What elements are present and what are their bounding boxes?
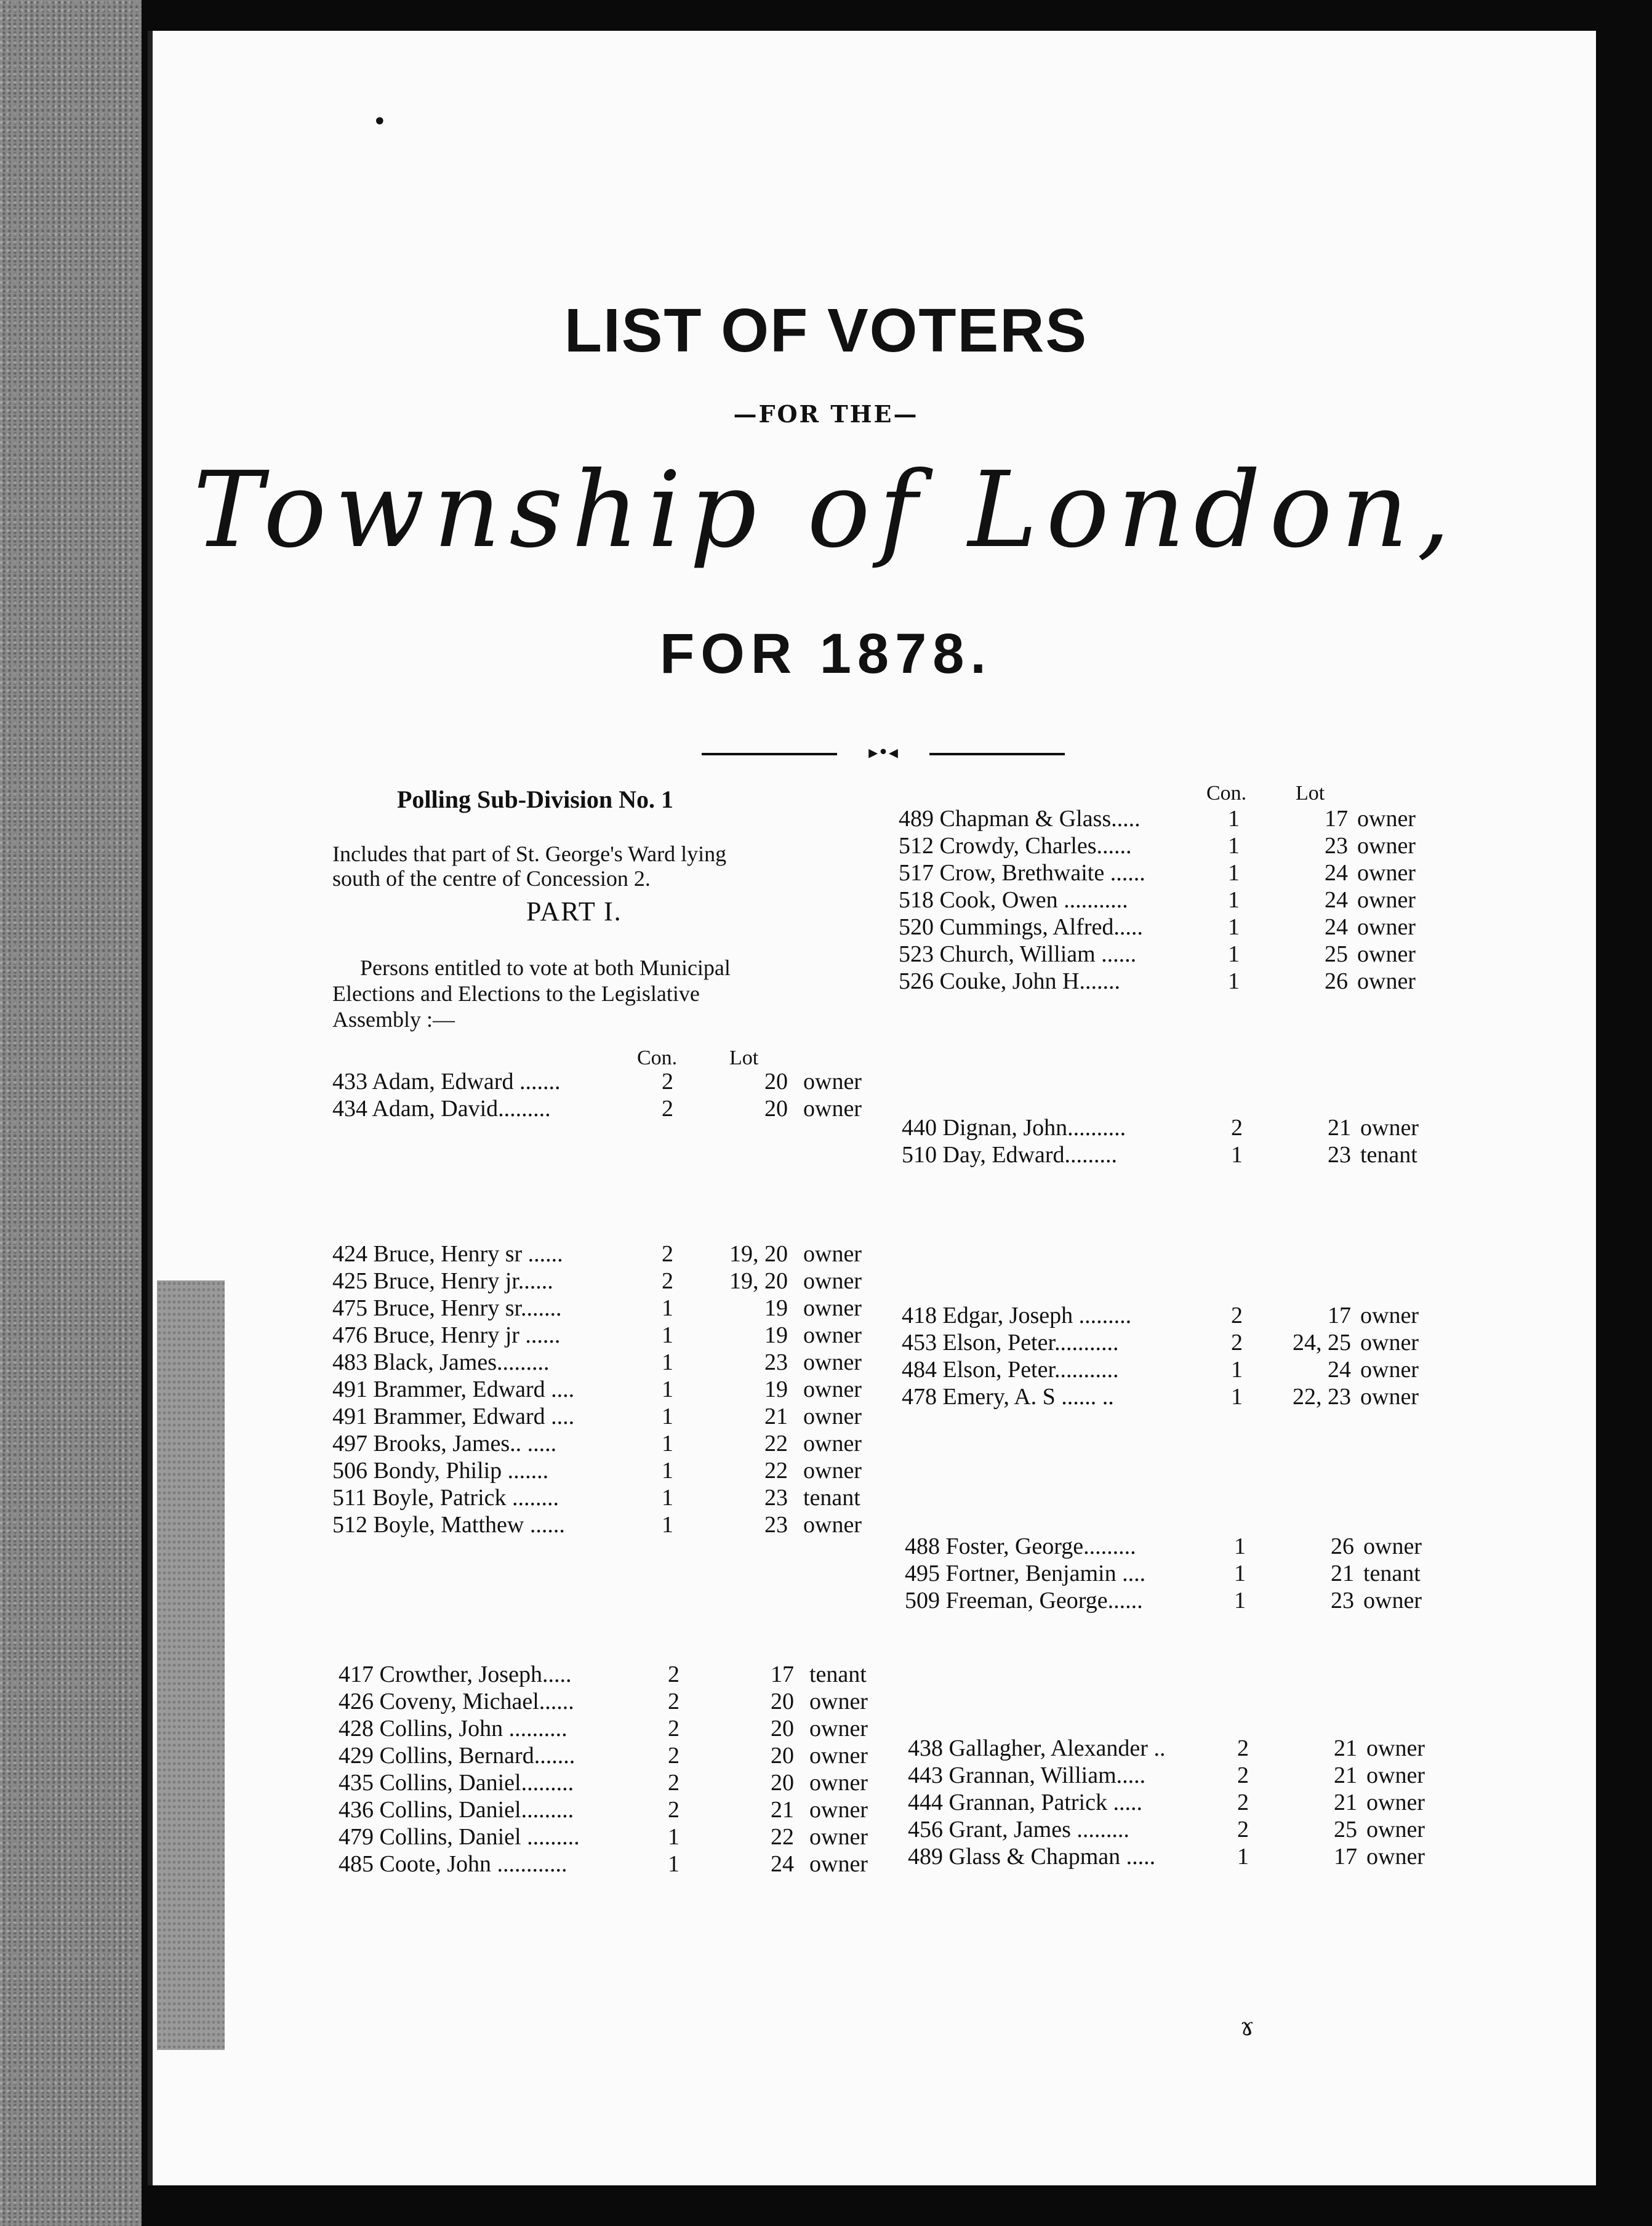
voter-lot: 24 (1325, 887, 1348, 913)
voter-row (905, 1533, 1459, 1560)
voter-row (339, 1742, 892, 1769)
left-group (339, 1661, 892, 1878)
voter-status: owner (1366, 1844, 1425, 1870)
voter-lot: 21 (1334, 1790, 1357, 1815)
voter-concession: 1 (662, 1376, 673, 1402)
voter-row (332, 1376, 886, 1403)
voter-row (905, 1560, 1459, 1587)
voter-row (332, 1268, 886, 1295)
voter-lot: 20 (771, 1770, 794, 1796)
voter-name: 436 Collins, Daniel......... (339, 1797, 574, 1823)
voter-status: owner (1357, 968, 1416, 994)
voter-row (899, 859, 1453, 886)
voter-name: 485 Coote, John ............ (339, 1851, 567, 1877)
voter-name: 509 Freeman, George...... (905, 1588, 1143, 1613)
voter-lot: 19, 20 (729, 1268, 788, 1294)
left-lot-header: Lot (729, 1047, 759, 1069)
voter-concession: 1 (662, 1349, 673, 1375)
voter-status: owner (1366, 1817, 1425, 1842)
ornament-icon: ▸•◂ (868, 742, 898, 763)
voter-status: owner (1360, 1330, 1419, 1356)
voter-status: owner (803, 1241, 862, 1267)
voter-row (332, 1511, 886, 1538)
voter-name: 443 Grannan, William..... (908, 1762, 1146, 1788)
page-mark: • (372, 108, 387, 136)
voter-name: 483 Black, James......... (332, 1349, 550, 1375)
voter-name: 429 Collins, Bernard....... (339, 1743, 575, 1769)
voter-concession: 2 (1231, 1115, 1243, 1141)
voter-lot: 21 (1328, 1115, 1351, 1141)
voter-concession: 1 (1231, 1357, 1243, 1383)
voter-status: owner (803, 1431, 862, 1457)
voter-row (332, 1095, 886, 1122)
voter-row (899, 968, 1453, 995)
section-heading: Polling Sub-Division No. 1 (397, 786, 674, 813)
voter-concession: 1 (1228, 833, 1240, 859)
voter-row (902, 1141, 1456, 1168)
voter-lot: 19 (764, 1376, 788, 1402)
voter-name: 511 Boyle, Patrick ........ (332, 1485, 559, 1511)
voter-lot: 24 (1325, 860, 1348, 886)
voter-row (332, 1068, 886, 1095)
voter-row (332, 1430, 886, 1457)
voter-lot: 25 (1325, 941, 1348, 967)
voter-concession: 2 (668, 1743, 680, 1769)
voter-lot: 23 (1325, 833, 1348, 859)
includes-line-1: Includes that part of St. George's Ward lying (332, 842, 727, 866)
voter-status: owner (803, 1404, 862, 1429)
page-mark: ɤ (1240, 2013, 1254, 2041)
voter-name: 510 Day, Edward......... (902, 1142, 1118, 1168)
voter-status: owner (1366, 1790, 1425, 1815)
voter-concession: 1 (1237, 1844, 1249, 1870)
voter-name: 475 Bruce, Henry sr....... (332, 1295, 562, 1321)
voter-row (332, 1457, 886, 1484)
right-group (899, 805, 1453, 995)
voter-status: owner (809, 1689, 868, 1714)
voter-status: owner (1360, 1115, 1419, 1141)
voter-concession: 2 (662, 1241, 673, 1267)
voter-lot: 19 (764, 1322, 788, 1348)
voter-concession: 1 (662, 1322, 673, 1348)
voter-concession: 1 (662, 1431, 673, 1457)
voter-row (332, 1240, 886, 1268)
voter-name: 512 Boyle, Matthew ...... (332, 1512, 565, 1538)
voter-row (905, 1587, 1459, 1614)
voter-status: owner (1366, 1735, 1425, 1761)
voter-lot: 24 (1328, 1357, 1351, 1383)
voter-status: owner (1363, 1588, 1422, 1613)
voter-lot: 24 (1325, 914, 1348, 940)
voter-lot: 20 (771, 1743, 794, 1769)
left-group (332, 1068, 886, 1122)
voter-row (899, 941, 1453, 968)
voter-row (332, 1403, 886, 1430)
voter-lot: 22 (771, 1824, 794, 1850)
page-title: LIST OF VOTERS (564, 296, 1088, 365)
left-con-header: Con. (637, 1047, 678, 1069)
torn-edge (157, 1280, 225, 2050)
voter-lot: 17 (771, 1661, 794, 1687)
voter-concession: 2 (668, 1797, 680, 1823)
voter-name: 484 Elson, Peter........... (902, 1357, 1119, 1383)
voter-row (339, 1823, 892, 1850)
voter-name: 456 Grant, James ......... (908, 1817, 1129, 1842)
right-group (908, 1735, 1462, 1870)
voter-status: owner (1363, 1533, 1422, 1559)
voter-lot: 23 (1331, 1588, 1354, 1613)
voter-concession: 2 (1237, 1735, 1249, 1761)
voter-lot: 24, 25 (1293, 1330, 1351, 1356)
voter-status: tenant (1360, 1142, 1417, 1168)
voter-row (899, 914, 1453, 941)
voter-name: 517 Crow, Brethwaite ...... (899, 860, 1145, 886)
voter-lot: 21 (1334, 1735, 1357, 1761)
voter-name: 489 Chapman & Glass..... (899, 806, 1141, 832)
voter-concession: 2 (1237, 1790, 1249, 1815)
voter-row (332, 1322, 886, 1349)
voter-name: 497 Brooks, James.. ..... (332, 1431, 557, 1457)
voter-concession: 1 (662, 1485, 673, 1511)
voter-status: owner (803, 1376, 862, 1402)
voter-lot: 21 (1331, 1561, 1354, 1586)
voter-name: 523 Church, William ...... (899, 941, 1137, 967)
voter-lot: 26 (1325, 968, 1348, 994)
voter-name: 440 Dignan, John.......... (902, 1115, 1126, 1141)
voter-name: 520 Cummings, Alfred..... (899, 914, 1143, 940)
voter-name: 424 Bruce, Henry sr ...... (332, 1241, 563, 1267)
voter-row (339, 1661, 892, 1688)
voter-concession: 2 (668, 1716, 680, 1742)
voter-name: 438 Gallagher, Alexander .. (908, 1735, 1166, 1761)
voter-row (908, 1843, 1462, 1870)
part-heading: PART I. (526, 896, 622, 926)
voter-status: owner (1357, 941, 1416, 967)
voter-lot: 21 (771, 1797, 794, 1823)
voter-name: 433 Adam, Edward ....... (332, 1069, 561, 1095)
voter-concession: 2 (668, 1661, 680, 1687)
voter-status: tenant (803, 1485, 860, 1511)
includes-line-2: south of the centre of Concession 2. (332, 866, 651, 891)
voter-status: owner (1357, 887, 1416, 913)
voter-lot: 20 (764, 1096, 788, 1122)
voter-lot: 19 (764, 1295, 788, 1321)
voter-concession: 1 (1228, 887, 1240, 913)
voter-name: 512 Crowdy, Charles...... (899, 833, 1132, 859)
voter-row (902, 1329, 1456, 1356)
right-group (902, 1114, 1456, 1168)
voter-name: 479 Collins, Daniel ......... (339, 1824, 580, 1850)
voter-concession: 2 (1231, 1303, 1243, 1328)
voter-status: owner (1360, 1384, 1419, 1410)
voter-row (908, 1762, 1462, 1789)
voter-status: owner (1360, 1357, 1419, 1383)
voter-lot: 19, 20 (729, 1241, 788, 1267)
divider-line-right (929, 753, 1065, 755)
voter-name: 417 Crowther, Joseph..... (339, 1661, 572, 1687)
voter-status: owner (1360, 1303, 1419, 1328)
voter-row (339, 1688, 892, 1715)
voter-name: 491 Brammer, Edward .... (332, 1376, 575, 1402)
voter-status: owner (1357, 860, 1416, 886)
right-con-header: Con. (1206, 782, 1247, 805)
voter-concession: 1 (662, 1458, 673, 1484)
voter-lot: 20 (771, 1689, 794, 1714)
voter-name: 476 Bruce, Henry jr ...... (332, 1322, 561, 1348)
left-group (332, 1240, 886, 1538)
voter-status: owner (1357, 833, 1416, 859)
right-group (902, 1302, 1456, 1410)
voter-lot: 23 (764, 1485, 788, 1511)
voter-concession: 1 (1228, 806, 1240, 832)
voter-name: 444 Grannan, Patrick ..... (908, 1790, 1142, 1815)
voter-lot: 22 (764, 1431, 788, 1457)
voter-lot: 25 (1334, 1817, 1357, 1842)
voter-status: owner (809, 1797, 868, 1823)
voter-row (908, 1789, 1462, 1816)
voter-concession: 2 (1231, 1330, 1243, 1356)
voter-status: tenant (809, 1661, 867, 1687)
voter-lot: 23 (1328, 1142, 1351, 1168)
voter-name: 425 Bruce, Henry jr...... (332, 1268, 553, 1294)
persons-line-1: Persons entitled to vote at both Municipal (360, 955, 731, 980)
voter-concession: 1 (1231, 1384, 1243, 1410)
voter-concession: 2 (668, 1770, 680, 1796)
voter-status: tenant (1363, 1561, 1421, 1586)
voter-row (899, 832, 1453, 859)
voter-lot: 26 (1331, 1533, 1354, 1559)
voter-name: 518 Cook, Owen ........... (899, 887, 1128, 913)
voter-concession: 1 (662, 1295, 673, 1321)
voter-status: owner (803, 1458, 862, 1484)
voter-lot: 24 (771, 1851, 794, 1877)
voter-row (339, 1769, 892, 1796)
voter-row (332, 1295, 886, 1322)
voter-name: 491 Brammer, Edward .... (332, 1404, 575, 1429)
voter-status: owner (803, 1512, 862, 1538)
voter-row (332, 1484, 886, 1511)
voter-row (332, 1349, 886, 1376)
voter-row (902, 1114, 1456, 1141)
voter-lot: 20 (771, 1716, 794, 1742)
voter-row (339, 1850, 892, 1878)
voter-name: 488 Foster, George......... (905, 1533, 1136, 1559)
voter-name: 428 Collins, John .......... (339, 1716, 567, 1742)
township-title: Township of London, (193, 449, 1459, 571)
voter-status: owner (1357, 914, 1416, 940)
right-lot-header: Lot (1296, 782, 1325, 805)
voter-row (339, 1796, 892, 1823)
voter-concession: 1 (1228, 914, 1240, 940)
voter-name: 506 Bondy, Philip ....... (332, 1458, 549, 1484)
voter-status: owner (803, 1295, 862, 1321)
voter-concession: 1 (668, 1851, 680, 1877)
divider-line-left (702, 753, 837, 755)
voter-status: owner (1357, 806, 1416, 832)
voter-lot: 20 (764, 1069, 788, 1095)
voter-row (902, 1356, 1456, 1383)
voter-concession: 1 (1228, 941, 1240, 967)
voter-row (902, 1302, 1456, 1329)
voter-status: owner (803, 1349, 862, 1375)
voter-lot: 22 (764, 1458, 788, 1484)
voter-concession: 1 (662, 1512, 673, 1538)
voter-status: owner (803, 1069, 862, 1095)
right-group (905, 1533, 1459, 1614)
voter-status: owner (803, 1096, 862, 1122)
voter-concession: 1 (662, 1404, 673, 1429)
voter-name: 426 Coveny, Michael...... (339, 1689, 574, 1714)
voter-name: 418 Edgar, Joseph ......... (902, 1303, 1132, 1328)
voter-name: 526 Couke, John H....... (899, 968, 1120, 994)
voter-row (899, 805, 1453, 832)
voter-status: owner (809, 1770, 868, 1796)
voter-row (899, 886, 1453, 914)
voter-row (908, 1816, 1462, 1843)
voter-status: owner (803, 1268, 862, 1294)
voter-status: owner (803, 1322, 862, 1348)
voter-concession: 1 (668, 1824, 680, 1850)
subtitle-for-the: —FOR THE— (733, 400, 919, 428)
voter-name: 495 Fortner, Benjamin .... (905, 1561, 1146, 1586)
voter-lot: 23 (764, 1349, 788, 1375)
voter-name: 478 Emery, A. S ...... .. (902, 1384, 1114, 1410)
voter-lot: 23 (764, 1512, 788, 1538)
voter-concession: 1 (1234, 1533, 1246, 1559)
voter-lot: 21 (1334, 1762, 1357, 1788)
voter-row (339, 1715, 892, 1742)
persons-line-3: Assembly :— (332, 1007, 455, 1032)
voter-lot: 22, 23 (1293, 1384, 1351, 1410)
voter-lot: 17 (1325, 806, 1348, 832)
voter-concession: 1 (1228, 968, 1240, 994)
voter-concession: 2 (662, 1096, 673, 1122)
voter-lot: 17 (1334, 1844, 1357, 1870)
year-title: FOR 1878. (660, 622, 992, 685)
voter-name: 453 Elson, Peter........... (902, 1330, 1119, 1356)
voter-concession: 1 (1234, 1588, 1246, 1613)
voter-status: owner (809, 1716, 868, 1742)
voter-name: 489 Glass & Chapman ..... (908, 1844, 1156, 1870)
voter-concession: 1 (1234, 1561, 1246, 1586)
ornament-divider (702, 742, 1065, 766)
voter-status: owner (1366, 1762, 1425, 1788)
voter-concession: 1 (1228, 860, 1240, 886)
voter-status: owner (809, 1824, 868, 1850)
voter-status: owner (809, 1743, 868, 1769)
voter-row (902, 1383, 1456, 1410)
persons-line-2: Elections and Elections to the Legislative (332, 981, 700, 1006)
voter-row (908, 1735, 1462, 1762)
voter-status: owner (809, 1851, 868, 1877)
voter-concession: 2 (1237, 1762, 1249, 1788)
voter-concession: 2 (1237, 1817, 1249, 1842)
voter-concession: 2 (662, 1069, 673, 1095)
voter-lot: 17 (1328, 1303, 1351, 1328)
voter-name: 435 Collins, Daniel......... (339, 1770, 574, 1796)
voter-concession: 1 (1231, 1142, 1243, 1168)
voter-concession: 2 (662, 1268, 673, 1294)
voter-name: 434 Adam, David......... (332, 1096, 551, 1122)
voter-concession: 2 (668, 1689, 680, 1714)
voter-lot: 21 (764, 1404, 788, 1429)
